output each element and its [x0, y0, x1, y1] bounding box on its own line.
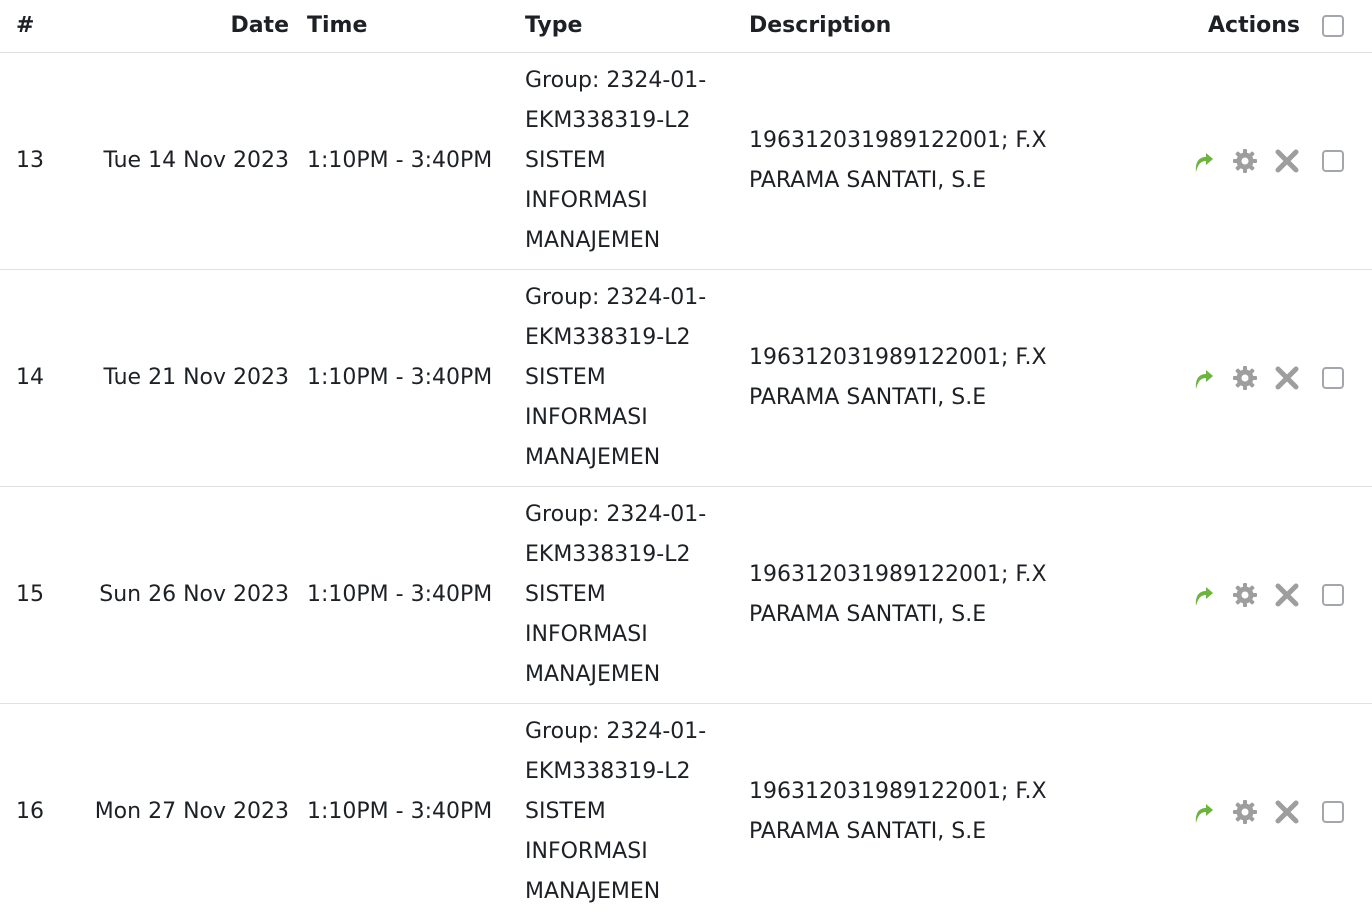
type-line: EKM338319-L2	[525, 318, 749, 358]
row-select-cell	[1322, 487, 1372, 704]
select-all-checkbox[interactable]	[1322, 15, 1344, 37]
table-row	[0, 704, 1372, 920]
row-date: Sun 26 Nov 2023	[71, 487, 307, 704]
type-line: INFORMASI	[525, 398, 749, 438]
row-description	[749, 487, 1089, 704]
type-line: EKM338319-L2	[525, 752, 749, 792]
delete-x-icon[interactable]	[1274, 799, 1300, 825]
header-date: Date	[71, 0, 307, 53]
type-line: MANAJEMEN	[525, 438, 749, 478]
row-time: 1:10PM - 3:40PM	[307, 487, 525, 704]
type-line: EKM338319-L2	[525, 101, 749, 141]
row-description	[749, 270, 1089, 487]
type-line: INFORMASI	[525, 615, 749, 655]
type-line: MANAJEMEN	[525, 655, 749, 695]
row-date: Mon 27 Nov 2023	[71, 704, 307, 920]
row-type	[525, 270, 749, 487]
gear-icon[interactable]	[1232, 148, 1258, 174]
type-line: Group: 2324-01-	[525, 712, 749, 752]
move-arrow-icon[interactable]	[1190, 582, 1216, 608]
table-row	[0, 53, 1372, 270]
type-line: SISTEM	[525, 792, 749, 832]
description-line: PARAMA SANTATI, S.E	[749, 595, 1089, 635]
row-type	[525, 487, 749, 704]
row-select-cell	[1322, 53, 1372, 270]
row-num: 14	[0, 270, 71, 487]
type-line: Group: 2324-01-	[525, 61, 749, 101]
row-actions	[1089, 270, 1322, 487]
row-time: 1:10PM - 3:40PM	[307, 53, 525, 270]
header-actions	[1089, 0, 1322, 53]
row-select-checkbox[interactable]	[1322, 584, 1344, 606]
row-type	[525, 53, 749, 270]
type-line: SISTEM	[525, 141, 749, 181]
row-date: Tue 14 Nov 2023	[71, 53, 307, 270]
gear-icon[interactable]	[1232, 582, 1258, 608]
type-line: INFORMASI	[525, 181, 749, 221]
description-line: PARAMA SANTATI, S.E	[749, 378, 1089, 418]
row-num: 15	[0, 487, 71, 704]
delete-x-icon[interactable]	[1274, 582, 1300, 608]
header-type: Type	[525, 0, 749, 53]
gear-icon[interactable]	[1232, 799, 1258, 825]
description-line: 196312031989122001; F.X	[749, 772, 1089, 812]
description-line: 196312031989122001; F.X	[749, 121, 1089, 161]
header-description: Description	[749, 0, 1089, 53]
header-time: Time	[307, 0, 525, 53]
row-description	[749, 53, 1089, 270]
move-arrow-icon[interactable]	[1190, 365, 1216, 391]
description-line: 196312031989122001; F.X	[749, 338, 1089, 378]
description-line: PARAMA SANTATI, S.E	[749, 812, 1089, 852]
row-select-cell	[1322, 704, 1372, 920]
header-num: #	[0, 0, 71, 53]
move-arrow-icon[interactable]	[1190, 799, 1216, 825]
row-type	[525, 704, 749, 920]
delete-x-icon[interactable]	[1274, 365, 1300, 391]
type-line: MANAJEMEN	[525, 221, 749, 261]
description-line: PARAMA SANTATI, S.E	[749, 161, 1089, 201]
row-description	[749, 704, 1089, 920]
type-line: SISTEM	[525, 575, 749, 615]
row-actions	[1089, 704, 1322, 920]
row-actions	[1089, 487, 1322, 704]
delete-x-icon[interactable]	[1274, 148, 1300, 174]
type-line: Group: 2324-01-	[525, 278, 749, 318]
row-select-checkbox[interactable]	[1322, 150, 1344, 172]
type-line: SISTEM	[525, 358, 749, 398]
row-select-cell	[1322, 270, 1372, 487]
description-line: 196312031989122001; F.X	[749, 555, 1089, 595]
gear-icon[interactable]	[1232, 365, 1258, 391]
row-num: 16	[0, 704, 71, 920]
table-row	[0, 487, 1372, 704]
type-line: INFORMASI	[525, 832, 749, 872]
type-line: EKM338319-L2	[525, 535, 749, 575]
table-row	[0, 270, 1372, 487]
row-select-checkbox[interactable]	[1322, 367, 1344, 389]
row-time: 1:10PM - 3:40PM	[307, 270, 525, 487]
header-select-cell	[1322, 0, 1372, 53]
type-line: MANAJEMEN	[525, 872, 749, 912]
table-header-row	[0, 0, 1372, 53]
row-time: 1:10PM - 3:40PM	[307, 704, 525, 920]
header-actions-label: Actions	[1208, 6, 1300, 46]
row-select-checkbox[interactable]	[1322, 801, 1344, 823]
move-arrow-icon[interactable]	[1190, 148, 1216, 174]
row-actions	[1089, 53, 1322, 270]
row-num: 13	[0, 53, 71, 270]
type-line: Group: 2324-01-	[525, 495, 749, 535]
row-date: Tue 21 Nov 2023	[71, 270, 307, 487]
